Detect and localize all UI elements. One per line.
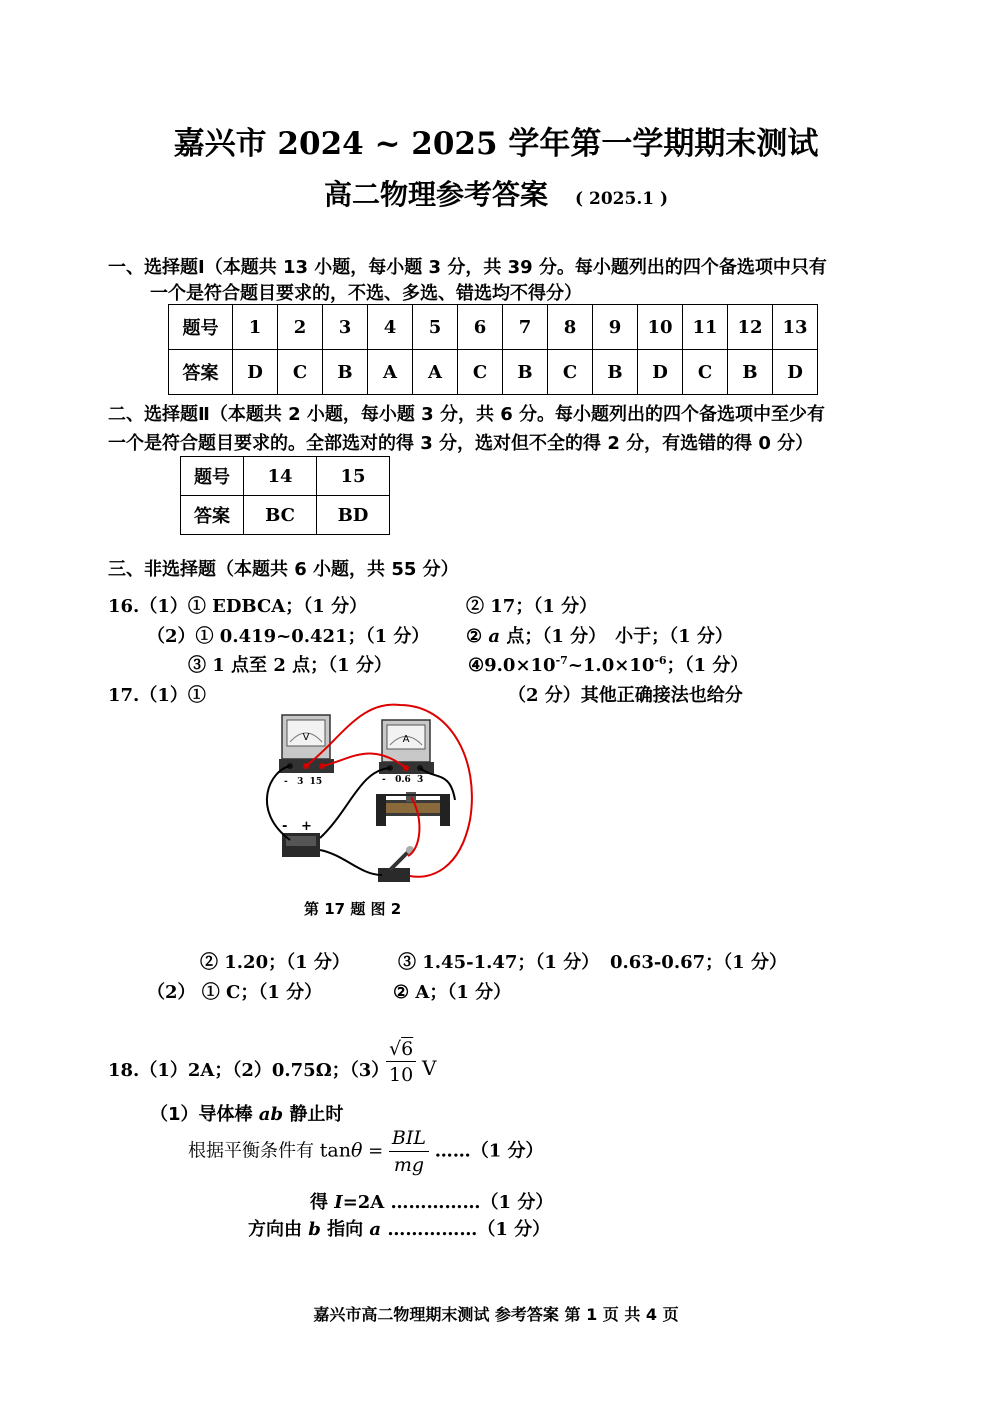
- tan-label: tan: [319, 1139, 351, 1162]
- q18-line-1: 18.（1）2A；（2）0.75Ω；（3）: [108, 1060, 390, 1081]
- score: ……（1 分）: [434, 1140, 544, 1162]
- section1-heading-line2: 一个是符合题目要求的，不选、多选、错选均不得分）: [150, 283, 582, 304]
- q16-line-4: [466, 622, 733, 648]
- section2-heading: 二、选择题Ⅱ（本题共 2 小题，每小题 3 分，共 6 分。每小题列出的四个备选项中至少有: [108, 404, 826, 425]
- question-number-cell: 7: [503, 305, 548, 350]
- unit-volt: V: [422, 1056, 437, 1080]
- theta: θ: [350, 1139, 363, 1162]
- table-row: [181, 457, 390, 496]
- equation-label: 根据平衡条件有: [188, 1140, 320, 1162]
- q17-line-5: 0.63-0.67；（1 分）: [610, 952, 787, 973]
- question-number-cell: 9: [593, 305, 638, 350]
- q16-text: ④9.0×10: [468, 655, 556, 676]
- answer-cell: BD: [317, 496, 390, 535]
- question-number-cell: 2: [278, 305, 323, 350]
- sqrt-radicand: 6: [401, 1038, 414, 1060]
- section2-heading-line2: 一个是符合题目要求的。全部选对的得 3 分，选对但不全的得 2 分，有选错的得 0 分）: [108, 433, 814, 454]
- equals: =: [362, 1140, 389, 1162]
- answer-cell: A: [413, 350, 458, 395]
- q17-line-2: （2 分）其他正确接法也给分: [508, 685, 743, 706]
- q16-text: ~1.0×10: [567, 655, 655, 676]
- question-number-cell: 1: [233, 305, 278, 350]
- q16-line-5: ③ 1 点至 2 点；（1 分）: [188, 655, 392, 676]
- q16-line-3: （2）① 0.419~0.421；（1 分）: [147, 626, 430, 647]
- answer-cell: A: [368, 350, 413, 395]
- figure-caption: [304, 898, 401, 919]
- q18-line-4: [310, 1188, 553, 1214]
- date-label: ( 2025.1 ): [575, 189, 669, 209]
- exponent: -7: [555, 654, 568, 667]
- fraction: [389, 1125, 429, 1178]
- battery-icon: [282, 833, 320, 857]
- answer-cell: B: [593, 350, 638, 395]
- question-number-cell: 11: [683, 305, 728, 350]
- answer-cell: B: [728, 350, 773, 395]
- page-title: 嘉兴市 2024 ~ 2025 学年第一学期期末测试: [173, 126, 819, 162]
- answer-cell: D: [638, 350, 683, 395]
- answer-cell: B: [503, 350, 548, 395]
- q16-text: ；（1 分）: [666, 655, 749, 676]
- var-i: I: [334, 1192, 343, 1213]
- answer-cell: B: [323, 350, 368, 395]
- caption-text: 第 17 题 图 2: [304, 900, 402, 918]
- section1-heading: 一、选择题Ⅰ（本题共 13 小题，每小题 3 分，共 39 分。每小题列出的四个备选项中只有: [108, 257, 827, 278]
- answer-cell: C: [683, 350, 728, 395]
- sqrt-fraction: [386, 1037, 416, 1088]
- answer-cell: D: [233, 350, 278, 395]
- ammeter-icon: [379, 720, 434, 774]
- q18-text: （1）导体棒: [150, 1104, 259, 1125]
- table-row: [181, 496, 390, 535]
- footer-text: 嘉兴市高二物理期末测试 参考答案 第 1 页 共 4 页: [313, 1305, 679, 1324]
- question-number-cell: 3: [323, 305, 368, 350]
- q18-text: 得: [310, 1192, 335, 1213]
- answer-cell: D: [773, 350, 818, 395]
- question-number-cell: 14: [244, 457, 317, 496]
- q18-line-5: [248, 1215, 550, 1241]
- page-subtitle: [0, 173, 992, 213]
- q17-line-6: （2） ① C；（1 分）: [147, 982, 323, 1003]
- q16-line-2: ② 17；（1 分）: [466, 596, 598, 617]
- fraction-numerator: BIL: [389, 1125, 429, 1152]
- fraction-denominator: 10: [389, 1064, 414, 1086]
- fraction-denominator: mg: [393, 1154, 425, 1176]
- circuit-figure: [250, 700, 500, 890]
- question-number-cell: 6: [458, 305, 503, 350]
- section3-heading: 三、非选择题（本题共 6 小题，共 55 分）: [108, 559, 459, 580]
- sqrt-sign: √: [389, 1038, 402, 1060]
- q18-line-2: [150, 1100, 343, 1126]
- var-a: a: [488, 626, 501, 647]
- question-number-cell: 5: [413, 305, 458, 350]
- var-ab: ab: [258, 1104, 284, 1125]
- q18-text: 指向: [320, 1219, 370, 1240]
- question-number-cell: 8: [548, 305, 593, 350]
- battery-terminals: - +: [282, 819, 312, 834]
- answer-cell: C: [278, 350, 323, 395]
- rheostat-icon: [376, 792, 450, 826]
- q16-text: ②: [466, 626, 489, 647]
- question-number-cell: 4: [368, 305, 413, 350]
- voltmeter-terminals: - 3 15: [284, 777, 323, 787]
- table-row: [169, 350, 818, 395]
- q18-text: ……………（1 分）: [381, 1219, 551, 1240]
- question-number-cell: 15: [317, 457, 390, 496]
- section2-answer-table: [180, 456, 390, 535]
- q18-line-3: [188, 1125, 544, 1178]
- question-number-cell: 10: [638, 305, 683, 350]
- q17-line-3: ② 1.20；（1 分）: [200, 952, 350, 973]
- answer-cell: C: [458, 350, 503, 395]
- row-label-question: 题号: [169, 305, 233, 350]
- svg-text:A: A: [402, 734, 410, 745]
- subtitle-text: 高二物理参考答案: [323, 178, 548, 211]
- q17-line-4: ③ 1.45-1.47；（1 分）: [398, 952, 600, 973]
- switch-icon: [378, 846, 414, 882]
- wire-black: [320, 850, 382, 875]
- answer-cell: C: [548, 350, 593, 395]
- q16-line-1: 16.（1）① EDBCA；（1 分）: [108, 596, 368, 617]
- row-label-answer: 答案: [181, 496, 244, 535]
- question-number-cell: 12: [728, 305, 773, 350]
- q18-text: =2A ……………（1 分）: [342, 1192, 554, 1213]
- page-footer: [0, 1302, 992, 1325]
- q16-text: 点；（1 分） 小于；（1 分）: [500, 626, 733, 647]
- q18-text: 方向由: [248, 1219, 309, 1240]
- question-number-cell: 13: [773, 305, 818, 350]
- svg-text:V: V: [302, 732, 310, 743]
- row-label-answer: 答案: [169, 350, 233, 395]
- q17-line-1: 17.（1）①: [108, 685, 206, 706]
- q18-text: 静止时: [283, 1104, 344, 1125]
- var-a: a: [369, 1219, 382, 1240]
- var-b: b: [308, 1219, 321, 1240]
- exponent: -6: [654, 654, 667, 667]
- q17-line-7: ② A；（1 分）: [393, 982, 512, 1003]
- section1-answer-table: [168, 304, 818, 395]
- ammeter-terminals: - 0.6 3: [382, 775, 424, 785]
- table-row: [169, 305, 818, 350]
- q16-line-6: [468, 651, 748, 677]
- row-label-question: 题号: [181, 457, 244, 496]
- answer-cell: BC: [244, 496, 317, 535]
